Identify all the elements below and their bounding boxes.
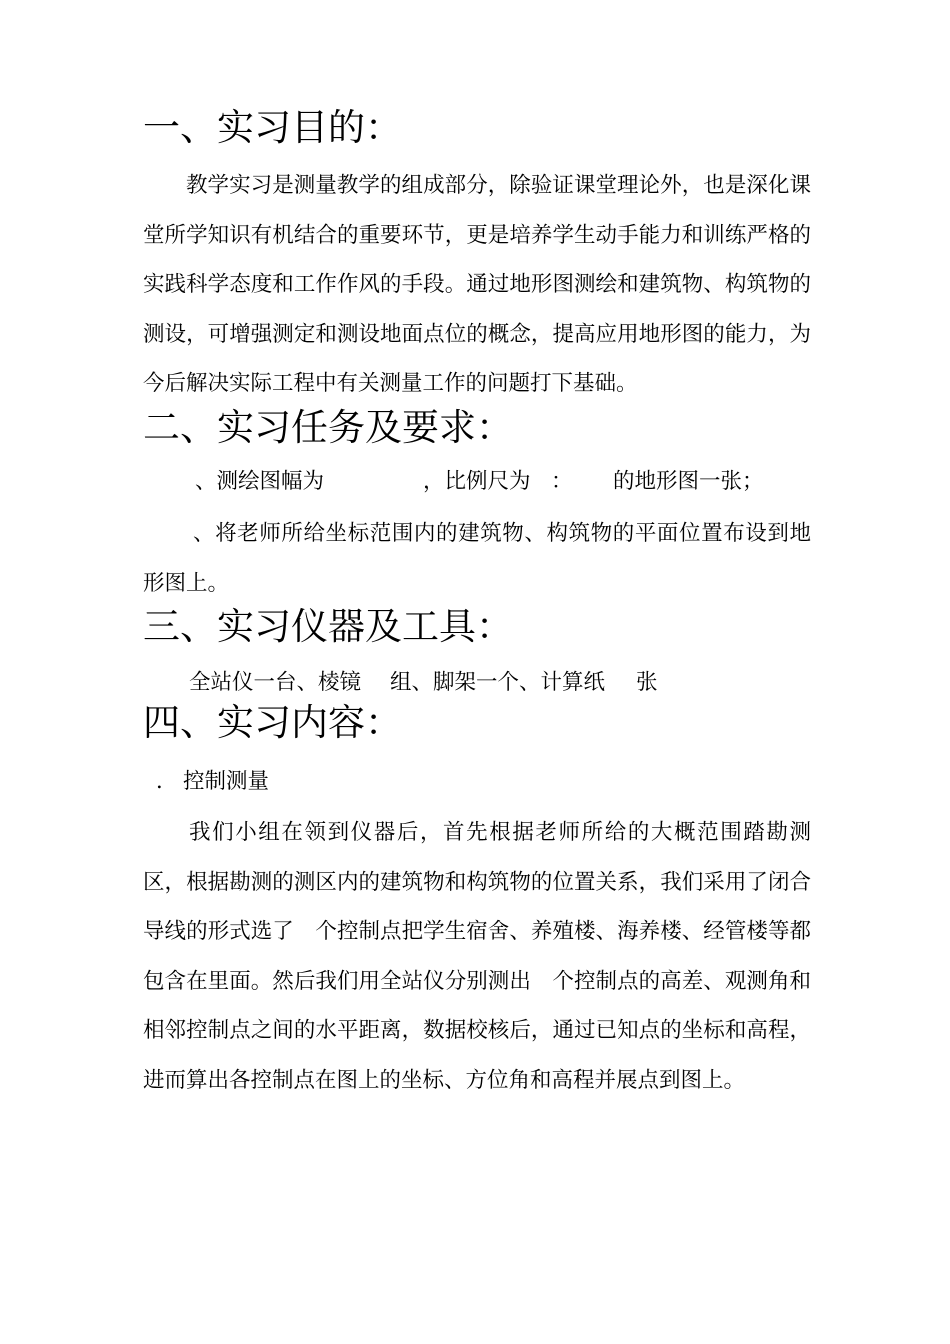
subheading-number: ．	[156, 769, 178, 794]
section-heading-tasks: 二、实习任务及要求：	[143, 406, 513, 449]
instrument-list-part-a: 全站仪一台、棱镜	[189, 670, 362, 695]
task-item-1-part-b: ，比例尺为	[423, 469, 531, 494]
section-heading-instruments: 三、实习仪器及工具：	[143, 605, 513, 648]
task-item-1-part-d: 的地形图一张；	[613, 469, 764, 494]
section-heading-content: 四、实习内容：	[143, 701, 402, 744]
task-item-1-part-a: 、测绘图幅为	[195, 469, 325, 494]
control-survey-paragraph: 我们小组在领到仪器后，首先根据老师所给的大概范围踏勘测区，根据勘测的测区内的建筑物和构筑物的位置关系，我们采用了闭合导线的形式选了 个控制点把学生宿舍、养殖楼、海养楼、经管楼等都包含在里面。然后我们用全站仪分别测出 个控制点的高差、观测角和相邻控制点之间的水平距离，数据校核后，通过已知点的坐标和高程，进而算出各控制点在图上的坐标、方位角和高程并展点到图上。	[143, 820, 811, 1093]
instrument-list-part-b: 组、脚架一个、计算纸	[390, 670, 606, 695]
subheading-text: 控制测量	[183, 769, 270, 794]
section-heading-purpose: 一、实习目的：	[143, 106, 402, 149]
instrument-list-part-c: 张	[636, 670, 658, 695]
purpose-paragraph: 教学实习是测量教学的组成部分，除验证课堂理论外，也是深化课堂所学知识有机结合的重要环节，更是培养学生动手能力和训练严格的实践科学态度和工作作风的手段。通过地形图测绘和建筑物、构筑物的测设，可增强测定和测设地面点位的概念，提高应用地形图的能力，为今后解决实际工程中有关测量工作的问题打下基础。	[143, 173, 811, 397]
task-item-2: 、将老师所给坐标范围内的建筑物、构筑物的平面位置布设到地形图上。	[143, 521, 811, 596]
task-item-1-part-c: ：	[551, 469, 573, 494]
